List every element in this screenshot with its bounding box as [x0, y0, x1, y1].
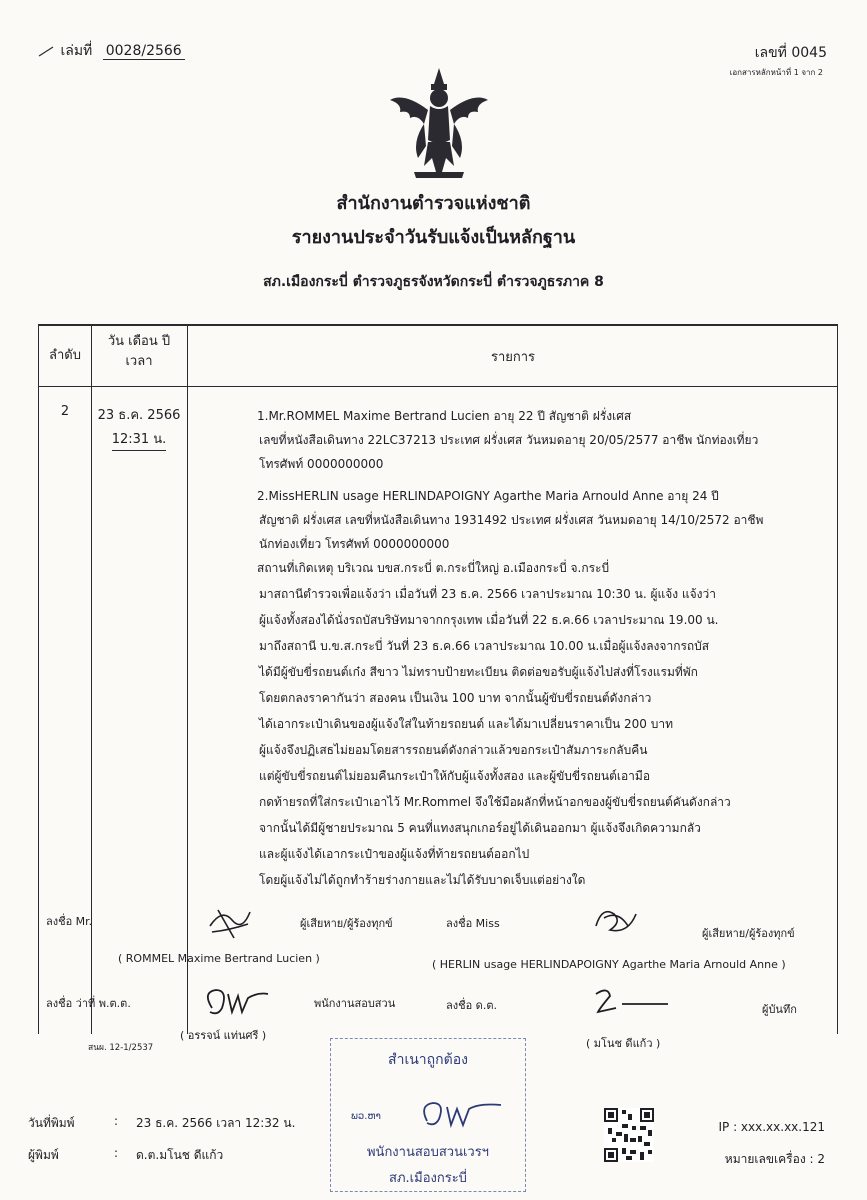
stamp-station: สภ.เมืองกระบี่: [389, 1171, 467, 1186]
signature-mark-investigator: [198, 982, 274, 1024]
detail-line: สถานที่เกิดเหตุ บริเวณ บขส.กระบี่ ต.กระบี่ใหญ่ อ.เมืองกระบี่ จ.กระบี่: [257, 561, 610, 575]
entry-time-value: 12:31 น.: [112, 430, 167, 451]
ip-address: IP : xxx.xx.xx.121: [718, 1120, 825, 1134]
station-title: สภ.เมืองกระบี่ ตำรวจภูธรจังหวัดกระบี่ ตำรวจภูธรภาค 8: [263, 274, 604, 290]
detail-line: ผู้แจ้งทั้งสองได้นั่งรถบัสบริษัทมาจากกรุงเทพ เมื่อวันที่ 22 ธ.ค.66 เวลาประมาณ 19.00 น.: [259, 613, 719, 627]
printer-colon: :: [114, 1146, 119, 1160]
signature-mark-mr: [204, 902, 256, 942]
detail-line: ได้มีผู้ขับขี่รถยนต์เก๋ง สีขาว ไม่ทราบป้ายทะเบียน ติดต่อขอรับผู้แจ้งไปส่งที่โรงแรมที่พัก: [259, 665, 698, 679]
column-header-date-line2: เวลา: [125, 354, 153, 369]
column-header-detail: รายการ: [490, 350, 536, 365]
pen-mark-icon: [38, 44, 56, 58]
detail-line: นักท่องเที่ยว โทรศัพท์ 0000000000: [259, 537, 450, 551]
machine-number: หมายเลขเครื่อง : 2: [724, 1152, 825, 1166]
detail-line: สัญชาติ ฝรั่งเศส เลขที่หนังสือเดินทาง 1931492 ประเทศ ฝรั่งเศส วันหมดอายุ 14/10/2572 อาชีพ: [259, 513, 764, 527]
signer-name-investigator: ( อรรจน์ แท่นศรี ): [180, 1029, 267, 1042]
detail-line: แต่ผู้ขับขี่รถยนต์ไม่ยอมคืนกระเป๋าให้กับผู้แจ้งทั้งสอง และผู้ขับขี่รถยนต์เอามือ: [259, 769, 651, 783]
role-victim-2: ผู้เสียหาย/ผู้ร้องทุกข์: [702, 927, 795, 940]
column-divider: [187, 326, 188, 1034]
column-header-date: [91, 332, 187, 372]
stamp-role: พนักงานสอบสวนเวรฯ: [366, 1145, 489, 1160]
stamp-handwritten: ພວ.ຫາ: [351, 1111, 381, 1122]
print-date-label: วันที่พิมพ์: [28, 1116, 75, 1130]
detail-line: มาถึงสถานี บ.ข.ส.กระบี่ วันที่ 23 ธ.ค.66 เวลาประมาณ 10.00 น.เมื่อผู้แจ้งลงจากรถบัส: [259, 639, 710, 653]
entry-seq: 2: [60, 404, 70, 419]
report-title: รายงานประจำวันรับแจ้งเป็นหลักฐาน: [291, 227, 576, 248]
print-date-value: 23 ธ.ค. 2566 เวลา 12:32 น.: [136, 1116, 296, 1130]
signature-label-miss: ลงชื่อ Miss: [446, 917, 500, 930]
column-header-date-line1: วัน เดือน ปี: [107, 334, 171, 349]
book-number-value: 0028/2566: [103, 43, 185, 60]
document-number: เลขที่ 0045: [754, 45, 827, 61]
book-number: [38, 40, 185, 62]
role-recorder: ผู้บันทึก: [762, 1003, 797, 1016]
role-investigator: พนักงานสอบสวน: [314, 997, 396, 1010]
detail-line: กดท้ายรถที่ใส่กระเป๋าเอาไว้ Mr.Rommel จึงใช้มือผลักที่หน้าอกของผู้ขับขี่รถยนต์คันดังกล่าว: [259, 795, 731, 809]
detail-line: 2.MissHERLIN usage HERLINDAPOIGNY Agarthe Maria Arnould Anne อายุ 24 ปี: [257, 489, 719, 503]
detail-line: ผู้แจ้งจึงปฏิเสธไม่ยอมโดยสารรถยนต์ดังกล่าวแล้วขอกระเป๋าสัมภาระกลับคืน: [259, 743, 648, 757]
print-date-colon: :: [114, 1114, 119, 1128]
detail-line: 1.Mr.ROMMEL Maxime Bertrand Lucien อายุ 22 ปี สัญชาติ ฝรั่งเศส: [257, 409, 632, 423]
detail-line: โทรศัพท์ 0000000000: [259, 457, 384, 471]
book-number-label: เล่มที่: [60, 43, 93, 59]
signer-name-mr: ( ROMMEL Maxime Bertrand Lucien ): [118, 952, 320, 965]
header-divider: [39, 386, 837, 387]
detail-line: และผู้แจ้งได้เอากระเป๋าของผู้แจ้งที่ท้ายรถยนต์ออกไป: [259, 847, 530, 861]
page-info: เอกสารหลักหน้าที่ 1 จาก 2: [729, 68, 823, 77]
detail-line: จากนั้นได้มีผู้ชายประมาณ 5 คนที่แทงสนุกเกอร์อยู่ได้เดินออกมา ผู้แจ้งจึงเกิดความกลัว: [259, 821, 701, 835]
signer-name-miss: ( HERLIN usage HERLINDAPOIGNY Agarthe Maria Arnould Anne ): [432, 958, 786, 971]
garuda-emblem-icon: [384, 62, 494, 182]
signature-mark-recorder: [592, 984, 672, 1020]
role-victim-1: ผู้เสียหาย/ผู้ร้องทุกข์: [300, 917, 393, 930]
detail-line: โดยผู้แจ้งไม่ได้ถูกทำร้ายร่างกายและไม่ได้รับบาดเจ็บแต่อย่างใด: [259, 873, 586, 887]
signature-label-mr: ลงชื่อ Mr.: [46, 915, 93, 928]
entry-date-value: 23 ธ.ค. 2566: [97, 408, 181, 423]
column-header-seq: ลำดับ: [49, 348, 81, 363]
agency-title: สำนักงานตำรวจแห่งชาติ: [336, 193, 531, 214]
signature-mark-miss: [588, 900, 644, 940]
printer-label: ผู้พิมพ์: [28, 1148, 59, 1162]
stamp-title: สำเนาถูกต้อง: [388, 1052, 468, 1068]
certified-copy-stamp: [330, 1038, 526, 1192]
signer-name-recorder: ( มโนช ดีแก้ว ): [586, 1037, 661, 1050]
detail-line: เลขที่หนังสือเดินทาง 22LC37213 ประเทศ ฝรั่งเศส วันหมดอายุ 20/05/2577 อาชีพ นักท่องเที่ยว: [259, 433, 759, 447]
detail-line: โดยตกลงราคากันว่า สองคน เป็นเงิน 100 บาท จากนั้นผู้ขับขี่รถยนต์ดังกล่าว: [259, 691, 652, 705]
qr-code-icon: [604, 1108, 654, 1162]
stamp-signature-mark: [417, 1095, 507, 1135]
detail-line: ได้เอากระเป๋าเดินของผู้แจ้งใส่ในท้ายรถยนต์ และได้มาเปลี่ยนราคาเป็น 200 บาท: [259, 717, 673, 731]
detail-line: มาสถานีตำรวจเพื่อแจ้งว่า เมื่อวันที่ 23 ธ.ค. 2566 เวลาประมาณ 10:30 น. ผู้แจ้ง แจ้งว่า: [259, 587, 717, 601]
signature-label-investigator: ลงชื่อ ว่าที่ พ.ต.ต.: [46, 997, 131, 1010]
entry-date: [91, 404, 187, 452]
signature-label-recorder: ลงชื่อ ด.ต.: [446, 999, 497, 1012]
printer-value: ด.ต.มโนช ดีแก้ว: [136, 1148, 224, 1162]
form-code: สนผ. 12-1/2537: [88, 1043, 154, 1053]
